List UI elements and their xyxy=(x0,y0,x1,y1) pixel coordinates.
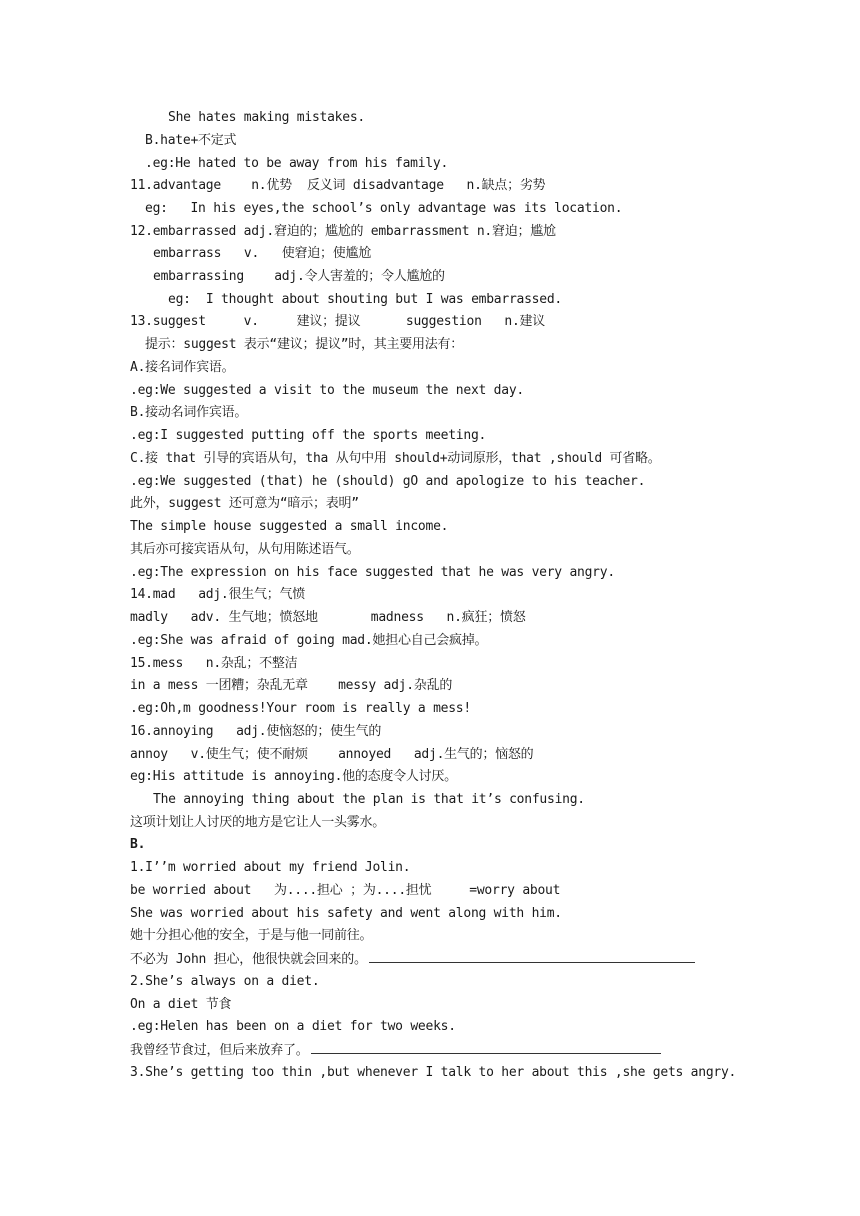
text-line: B.hate+不定式 xyxy=(145,133,237,148)
text-line: embarrass v. 使窘迫；使尴尬 xyxy=(153,246,372,261)
text-line: 2.She’s always on a diet. xyxy=(130,974,320,989)
text-line: On a diet 节食 xyxy=(130,997,232,1012)
text-line: 提示：suggest 表示“建议；提议”时，其主要用法有： xyxy=(145,337,464,352)
text-line: .eg:Helen has been on a diet for two weeks. xyxy=(130,1019,456,1034)
text-line: embarrassing adj.令人害羞的；令人尴尬的 xyxy=(153,269,445,284)
text-line: 此外，suggest 还可意为“暗示；表明” xyxy=(130,496,359,511)
text-line: A.接名词作宾语。 xyxy=(130,360,235,375)
text-line: .eg:We suggested (that) he (should) gO and apologize to his teacher. xyxy=(130,474,646,489)
text-line: 16.annoying adj.使恼怒的；使生气的 xyxy=(130,724,382,739)
text-line: 13.suggest v. 建议；提议 suggestion n.建议 xyxy=(130,314,546,329)
text-line: eg: I thought about shouting but I was embarrassed. xyxy=(168,292,562,307)
text-line: .eg:I suggested putting off the sports meeting. xyxy=(130,428,487,443)
text-line: 3.She’s getting too thin ,but whenever I talk to her about this ,she gets angry. xyxy=(130,1065,737,1080)
text-line: 这项计划让人讨厌的地方是它让人一头雾水。 xyxy=(130,815,386,830)
text-line: eg:His attitude is annoying.他的态度令人讨厌。 xyxy=(130,769,457,784)
text-line: eg: In his eyes,the school’s only advantage was its location. xyxy=(145,201,623,216)
text-line: be worried about 为....担心 ；为....担忧 =worry about xyxy=(130,883,561,898)
text-line: 其后亦可接宾语从句，从句用陈述语气。 xyxy=(130,542,360,557)
text-line: .eg:She was afraid of going mad.她担心自己会疯掉。 xyxy=(130,633,488,648)
exercise-prompt: 不必为 John 担心，他很快就会回来的。 xyxy=(130,952,367,967)
text-line: The simple house suggested a small income. xyxy=(130,519,449,534)
text-line: in a mess 一团糟；杂乱无章 messy adj.杂乱的 xyxy=(130,678,453,693)
text-line: .eg:We suggested a visit to the museum the next day. xyxy=(130,383,524,398)
text-line: .eg:The expression on his face suggested that he was very angry. xyxy=(130,565,615,580)
text-line: 12.embarrassed adj.窘迫的；尴尬的 embarrassment n.窘迫；尴尬 xyxy=(130,224,556,239)
text-line: 1.I’’m worried about my friend Jolin. xyxy=(130,860,411,875)
text-line: 15.mess n.杂乱；不整洁 xyxy=(130,656,298,671)
text-line: .eg:He hated to be away from his family. xyxy=(145,156,449,171)
text-line: B.接动名词作宾语。 xyxy=(130,405,248,420)
text-line: .eg:Oh,m goodness!Your room is really a mess! xyxy=(130,701,471,716)
exercise-line xyxy=(130,1041,661,1059)
section-heading: B. xyxy=(130,837,146,852)
text-line: She hates making mistakes. xyxy=(168,110,365,125)
text-line: madly adv. 生气地；愤怒地 madness n.疯狂；愤怒 xyxy=(130,610,526,625)
text-line: 她十分担心他的安全，于是与他一同前往。 xyxy=(130,928,373,943)
text-line: She was worried about his safety and went along with him. xyxy=(130,906,562,921)
text-line: The annoying thing about the plan is that it’s confusing. xyxy=(153,792,585,807)
text-line: annoy v.使生气；使不耐烦 annoyed adj.生气的；恼怒的 xyxy=(130,747,534,762)
exercise-line xyxy=(130,950,695,968)
text-line: 14.mad adj.很生气；气愤 xyxy=(130,587,305,602)
answer-blank[interactable] xyxy=(311,1041,661,1054)
text-line: C.接 that 引导的宾语从句，tha 从句中用 should+动词原形，that ,should 可省略。 xyxy=(130,451,661,466)
answer-blank[interactable] xyxy=(369,950,695,963)
text-line: 11.advantage n.优势 反义词 disadvantage n.缺点；劣势 xyxy=(130,178,546,193)
exercise-prompt: 我曾经节食过，但后来放弃了。 xyxy=(130,1043,309,1058)
